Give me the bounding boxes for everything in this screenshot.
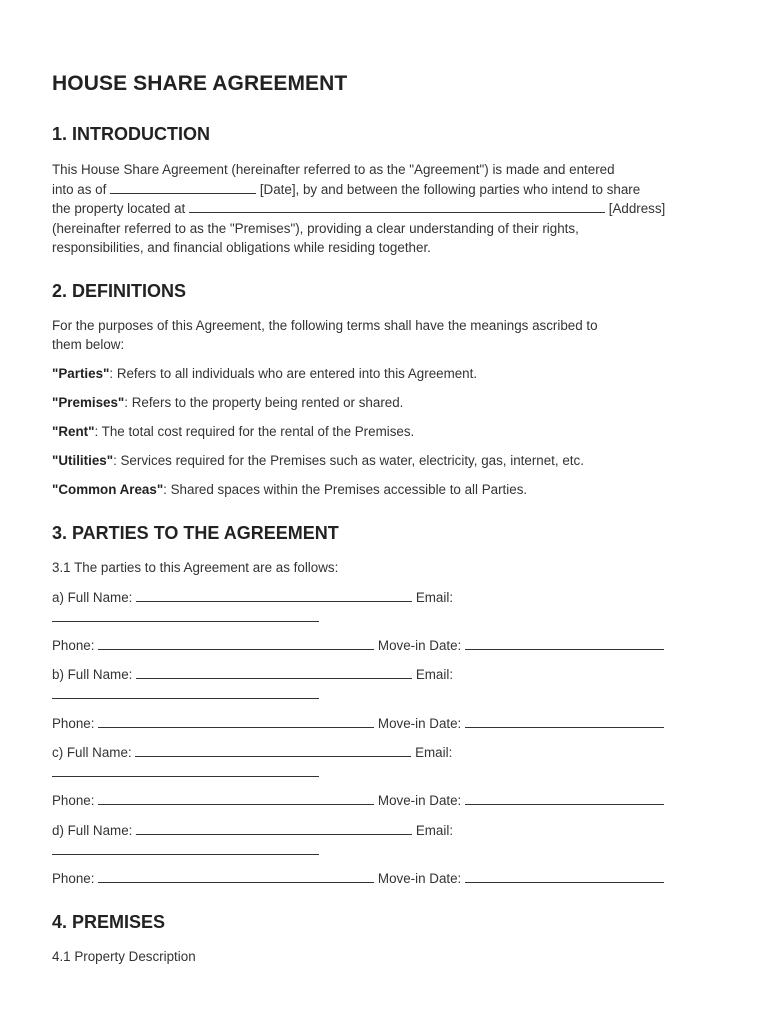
party-d-name-row: d) Full Name: Email:	[52, 823, 454, 838]
party-c-email-field[interactable]	[52, 764, 319, 777]
party-b-move-in-date-field[interactable]	[465, 715, 664, 728]
definition-term: "Premises"	[52, 395, 125, 410]
definition-item-rent: "Rent": The total cost required for the rental of the Premises.	[52, 424, 415, 439]
party-d-email-row	[52, 841, 319, 861]
party-a-phone-row: Phone: Move-in Date:	[52, 636, 664, 656]
party-b-name-row: b) Full Name: Email:	[52, 667, 454, 682]
party-a-email-row	[52, 608, 319, 628]
party-a-phone-field[interactable]	[98, 637, 374, 650]
party-a-full-name-field[interactable]	[136, 589, 412, 602]
party-d-email-field[interactable]	[52, 842, 319, 855]
party-b-full-name-field[interactable]	[136, 666, 412, 679]
definition-item-parties: "Parties": Refers to all individuals who are entered into this Agreement.	[52, 366, 478, 381]
party-b-phone-field[interactable]	[98, 715, 374, 728]
party-d-full-name-field[interactable]	[136, 822, 412, 835]
definition-term: "Common Areas"	[52, 482, 164, 497]
definition-item-premises: "Premises": Refers to the property being rented or shared.	[52, 395, 404, 410]
address-blank-field[interactable]	[189, 200, 605, 213]
definition-term: "Utilities"	[52, 453, 114, 468]
intro-line-4: (hereinafter referred to as the "Premises"), providing a clear understanding of their rights,	[52, 221, 579, 236]
document-title: HOUSE SHARE AGREEMENT	[52, 72, 348, 95]
intro-line-5: responsibilities, and financial obligations while residing together.	[52, 240, 431, 255]
party-c-name-row: c) Full Name: Email:	[52, 745, 453, 760]
party-c-email-row	[52, 763, 319, 783]
party-b-email-field[interactable]	[52, 686, 319, 699]
party-d-move-in-date-field[interactable]	[465, 870, 664, 883]
section-heading-premises: 4. PREMISES	[52, 912, 166, 932]
definition-item-utilities: "Utilities": Services required for the Premises such as water, electricity, gas, internet, etc.	[52, 453, 584, 468]
section-heading-definitions: 2. DEFINITIONS	[52, 281, 187, 301]
party-c-move-in-date-field[interactable]	[465, 792, 664, 805]
date-blank-field[interactable]	[110, 181, 256, 194]
party-c-phone-row: Phone: Move-in Date:	[52, 791, 664, 811]
party-a-name-row: a) Full Name: Email:	[52, 590, 454, 605]
party-b-phone-row: Phone: Move-in Date:	[52, 714, 664, 734]
definition-item-common-areas: "Common Areas": Shared spaces within the Premises accessible to all Parties.	[52, 482, 528, 497]
definition-term: "Parties"	[52, 366, 110, 381]
party-c-full-name-field[interactable]	[135, 744, 411, 757]
parties-intro: 3.1 The parties to this Agreement are as follows:	[52, 560, 339, 575]
section-heading-parties: 3. PARTIES TO THE AGREEMENT	[52, 523, 339, 543]
definition-term: "Rent"	[52, 424, 95, 439]
party-a-move-in-date-field[interactable]	[465, 637, 664, 650]
party-c-phone-field[interactable]	[98, 792, 374, 805]
party-a-email-field[interactable]	[52, 609, 319, 622]
definitions-intro-line-1: For the purposes of this Agreement, the following terms shall have the meanings ascribed to	[52, 318, 598, 333]
intro-line-2: into as of [Date], by and between the following parties who intend to share	[52, 182, 641, 197]
intro-line-1: This House Share Agreement (hereinafter referred to as the "Agreement") is made and entered	[52, 162, 615, 177]
definitions-intro-line-2: them below:	[52, 337, 125, 352]
premises-subheading: 4.1 Property Description	[52, 949, 196, 964]
intro-line-3: the property located at [Address]	[52, 201, 666, 216]
party-d-phone-field[interactable]	[98, 870, 374, 883]
party-b-email-row	[52, 685, 319, 705]
section-heading-introduction: 1. INTRODUCTION	[52, 124, 211, 144]
party-d-phone-row: Phone: Move-in Date:	[52, 869, 664, 889]
